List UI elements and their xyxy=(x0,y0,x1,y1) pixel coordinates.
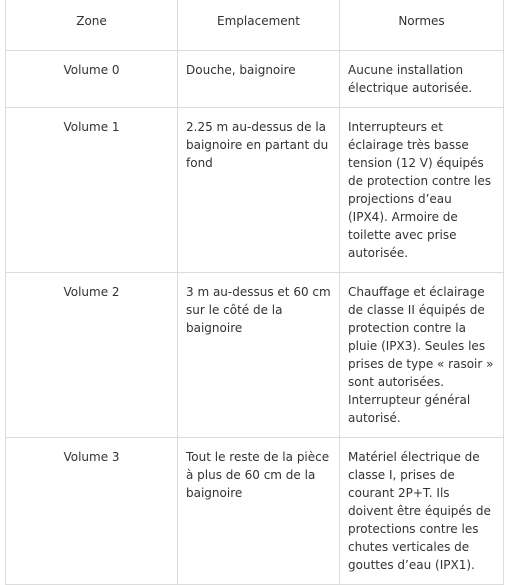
normes-cell: Interrupteurs et éclairage très basse tension (12 V) équipés de protection contre les projections d’eau (IPX4). Armoire de toilette avec prise autorisée. xyxy=(340,108,504,273)
bathroom-zones-table xyxy=(5,0,504,585)
header-emplacement: Emplacement xyxy=(178,0,340,51)
table-row xyxy=(6,273,504,438)
table-row xyxy=(6,51,504,108)
zone-cell: Volume 1 xyxy=(6,108,178,273)
emplacement-cell: 2.25 m au-dessus de la baignoire en partant du fond xyxy=(178,108,340,273)
normes-cell: Matériel électrique de classe I, prises de courant 2P+T. Ils doivent être équipés de protections contre les chutes verticales de gouttes d’eau (IPX1). xyxy=(340,438,504,585)
header-zone: Zone xyxy=(6,0,178,51)
header-normes: Normes xyxy=(340,0,504,51)
zone-cell: Volume 2 xyxy=(6,273,178,438)
table-row xyxy=(6,108,504,273)
emplacement-cell: 3 m au-dessus et 60 cm sur le côté de la baignoire xyxy=(178,273,340,438)
emplacement-cell: Tout le reste de la pièce à plus de 60 cm de la baignoire xyxy=(178,438,340,585)
normes-cell: Chauffage et éclairage de classe II équipés de protection contre la pluie (IPX3). Seules les prises de type « rasoir » sont autorisées. Interrupteur général autorisé. xyxy=(340,273,504,438)
normes-cell: Aucune installation électrique autorisée. xyxy=(340,51,504,108)
zone-cell: Volume 0 xyxy=(6,51,178,108)
header-row xyxy=(6,0,504,51)
table-row xyxy=(6,438,504,585)
zone-cell: Volume 3 xyxy=(6,438,178,585)
emplacement-cell: Douche, baignoire xyxy=(178,51,340,108)
